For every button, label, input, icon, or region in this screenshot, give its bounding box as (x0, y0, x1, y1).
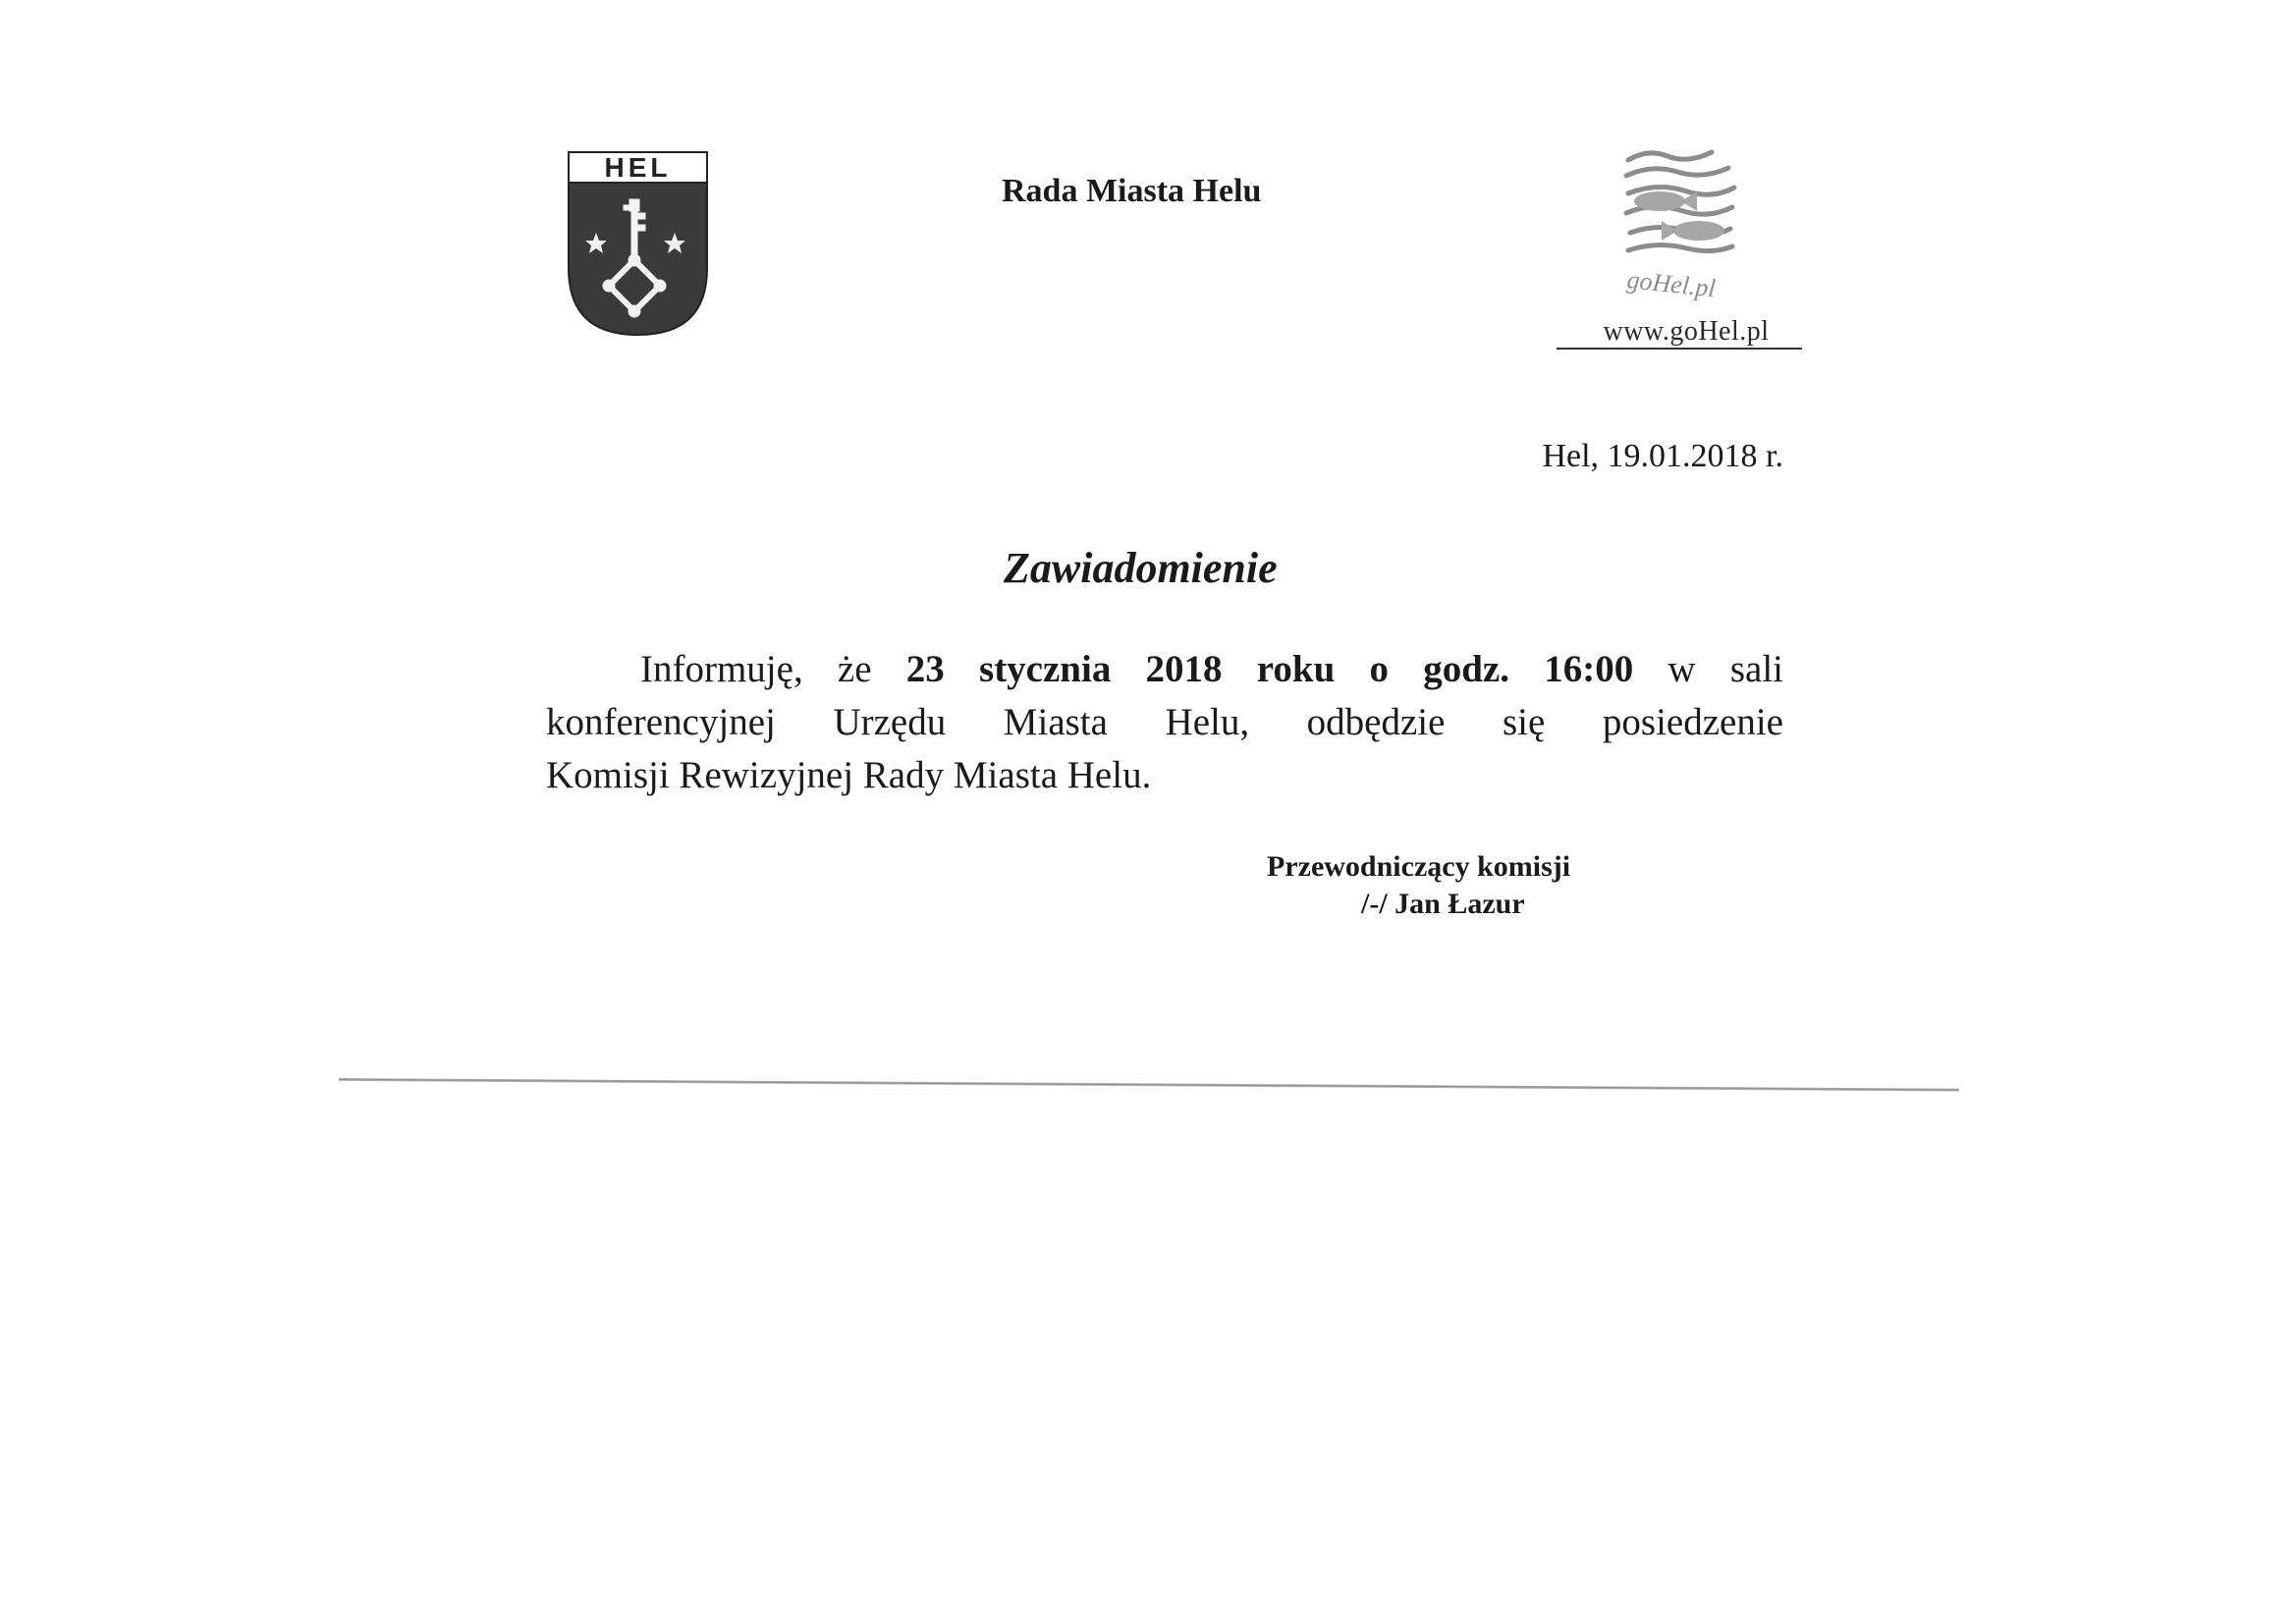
website-link[interactable]: www.goHel.pl (1603, 316, 1770, 347)
signature-title: Przewodniczący komisji (1267, 850, 1571, 883)
gohel-logo-text: goHel.pl (1625, 265, 1718, 301)
notice-title: Zawiadomienie (1004, 544, 1278, 592)
notice-body (546, 643, 1783, 802)
gohel-logo (1618, 142, 1746, 301)
signature-name: /-/ Jan Łazur (1361, 888, 1525, 920)
fish-waves-icon (1618, 142, 1746, 301)
coat-of-arms-logo (567, 150, 709, 337)
key-shield-icon (567, 150, 709, 337)
organization-name: Rada Miasta Helu (1002, 173, 1262, 209)
website-underline (1557, 348, 1802, 350)
signature-block (1267, 850, 1640, 921)
body-line-1-start: Informuję, że (640, 648, 906, 690)
body-line-2: konferencyjnej Urzędu Miasta Helu, odbędzie się posiedzenie (546, 701, 1783, 743)
body-line-1-end: w sali (1633, 648, 1783, 690)
bottom-divider (339, 1078, 1959, 1092)
body-line-3: Komisji Rewizyjnej Rady Miasta Helu. (546, 754, 1152, 796)
date-line: Hel, 19.01.2018 r. (1542, 438, 1783, 474)
coat-of-arms-label: HEL (604, 152, 672, 183)
body-line-1 (546, 643, 1783, 696)
meeting-date-time: 23 stycznia 2018 roku o godz. 16:00 (905, 648, 1634, 690)
